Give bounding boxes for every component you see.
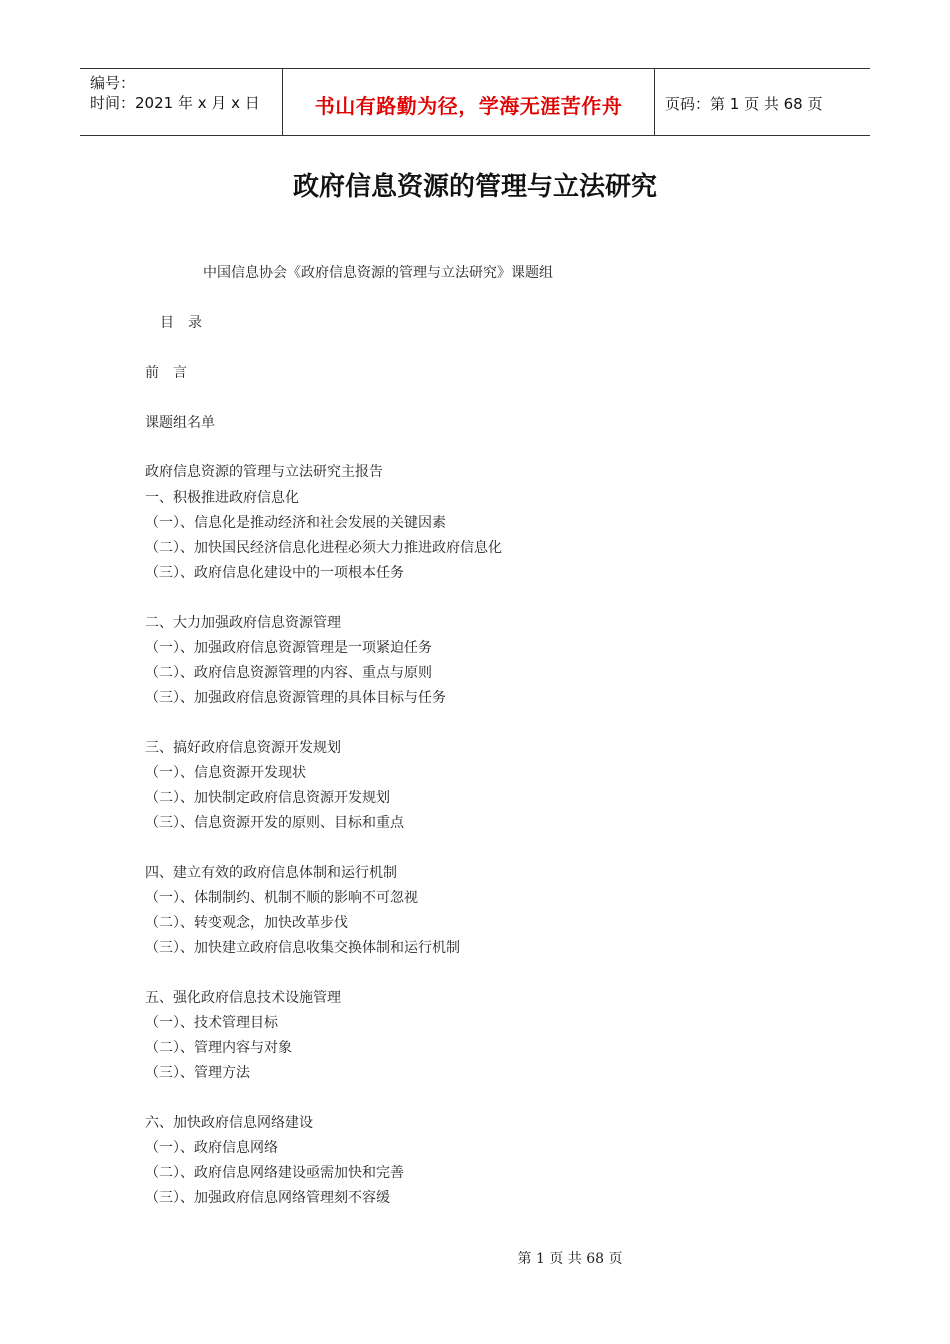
toc-section-heading: 六、加快政府信息网络建设 [145, 1115, 313, 1131]
toc-members: 课题组名单 [145, 415, 215, 431]
header-meta [80, 69, 282, 135]
toc-item: （一）、政府信息网络 [145, 1140, 278, 1156]
toc-item: （二）、政府信息资源管理的内容、重点与原则 [145, 665, 432, 681]
toc-report-title: 政府信息资源的管理与立法研究主报告 [145, 464, 383, 480]
header-page-info: 页码：第 1 页 共 68 页 [665, 94, 823, 113]
toc-item: （三）、政府信息化建设中的一项根本任务 [145, 565, 404, 581]
toc-item: （一）、体制制约、机制不顺的影响不可忽视 [145, 890, 418, 906]
toc-section-heading: 三、搞好政府信息资源开发规划 [145, 740, 341, 756]
page-footer: 第 1 页 共 68 页 [517, 1251, 623, 1267]
toc-item: （一）、信息化是推动经济和社会发展的关键因素 [145, 515, 446, 531]
toc-item: （二）、管理内容与对象 [145, 1040, 292, 1056]
toc-section [145, 861, 845, 961]
page-header [80, 68, 870, 136]
toc-item: （二）、转变观念，加快改革步伐 [145, 915, 348, 931]
toc-item: （三）、加快建立政府信息收集交换体制和运行机制 [145, 940, 460, 956]
toc-section-heading: 四、建立有效的政府信息体制和运行机制 [145, 865, 397, 881]
toc-item: （三）、管理方法 [145, 1065, 250, 1081]
toc-section [145, 611, 845, 711]
toc-item: （三）、信息资源开发的原则、目标和重点 [145, 815, 404, 831]
toc-section-heading: 五、强化政府信息技术设施管理 [145, 990, 341, 1006]
toc-heading: 目 录 [160, 315, 202, 331]
toc-section [145, 986, 845, 1086]
toc-item: （三）、加强政府信息网络管理刻不容缓 [145, 1190, 390, 1206]
document-time-label: 时间：2021 年 x 月 x 日 [90, 94, 260, 112]
toc-item: （一）、信息资源开发现状 [145, 765, 306, 781]
toc-section-heading: 一、积极推进政府信息化 [145, 490, 299, 506]
toc-section [145, 1111, 845, 1211]
header-motto: 书山有路勤为径，学海无涯苦作舟 [282, 69, 655, 135]
toc-sections [145, 486, 845, 1236]
toc-item: （二）、加快制定政府信息资源开发规划 [145, 790, 390, 806]
toc-section [145, 736, 845, 836]
toc-item: （一）、加强政府信息资源管理是一项紧迫任务 [145, 640, 432, 656]
toc-item: （二）、加快国民经济信息化进程必须大力推进政府信息化 [145, 540, 502, 556]
toc-item: （三）、加强政府信息资源管理的具体目标与任务 [145, 690, 446, 706]
toc-section [145, 486, 845, 586]
toc-preface: 前 言 [145, 365, 187, 381]
document-number-label: 编号： [90, 74, 136, 92]
toc-item: （二）、政府信息网络建设亟需加快和完善 [145, 1165, 404, 1181]
toc-section-heading: 二、大力加强政府信息资源管理 [145, 615, 341, 631]
document-subtitle: 中国信息协会《政府信息资源的管理与立法研究》课题组 [203, 265, 553, 281]
toc-item: （一）、技术管理目标 [145, 1015, 278, 1031]
document-title: 政府信息资源的管理与立法研究 [292, 172, 657, 202]
